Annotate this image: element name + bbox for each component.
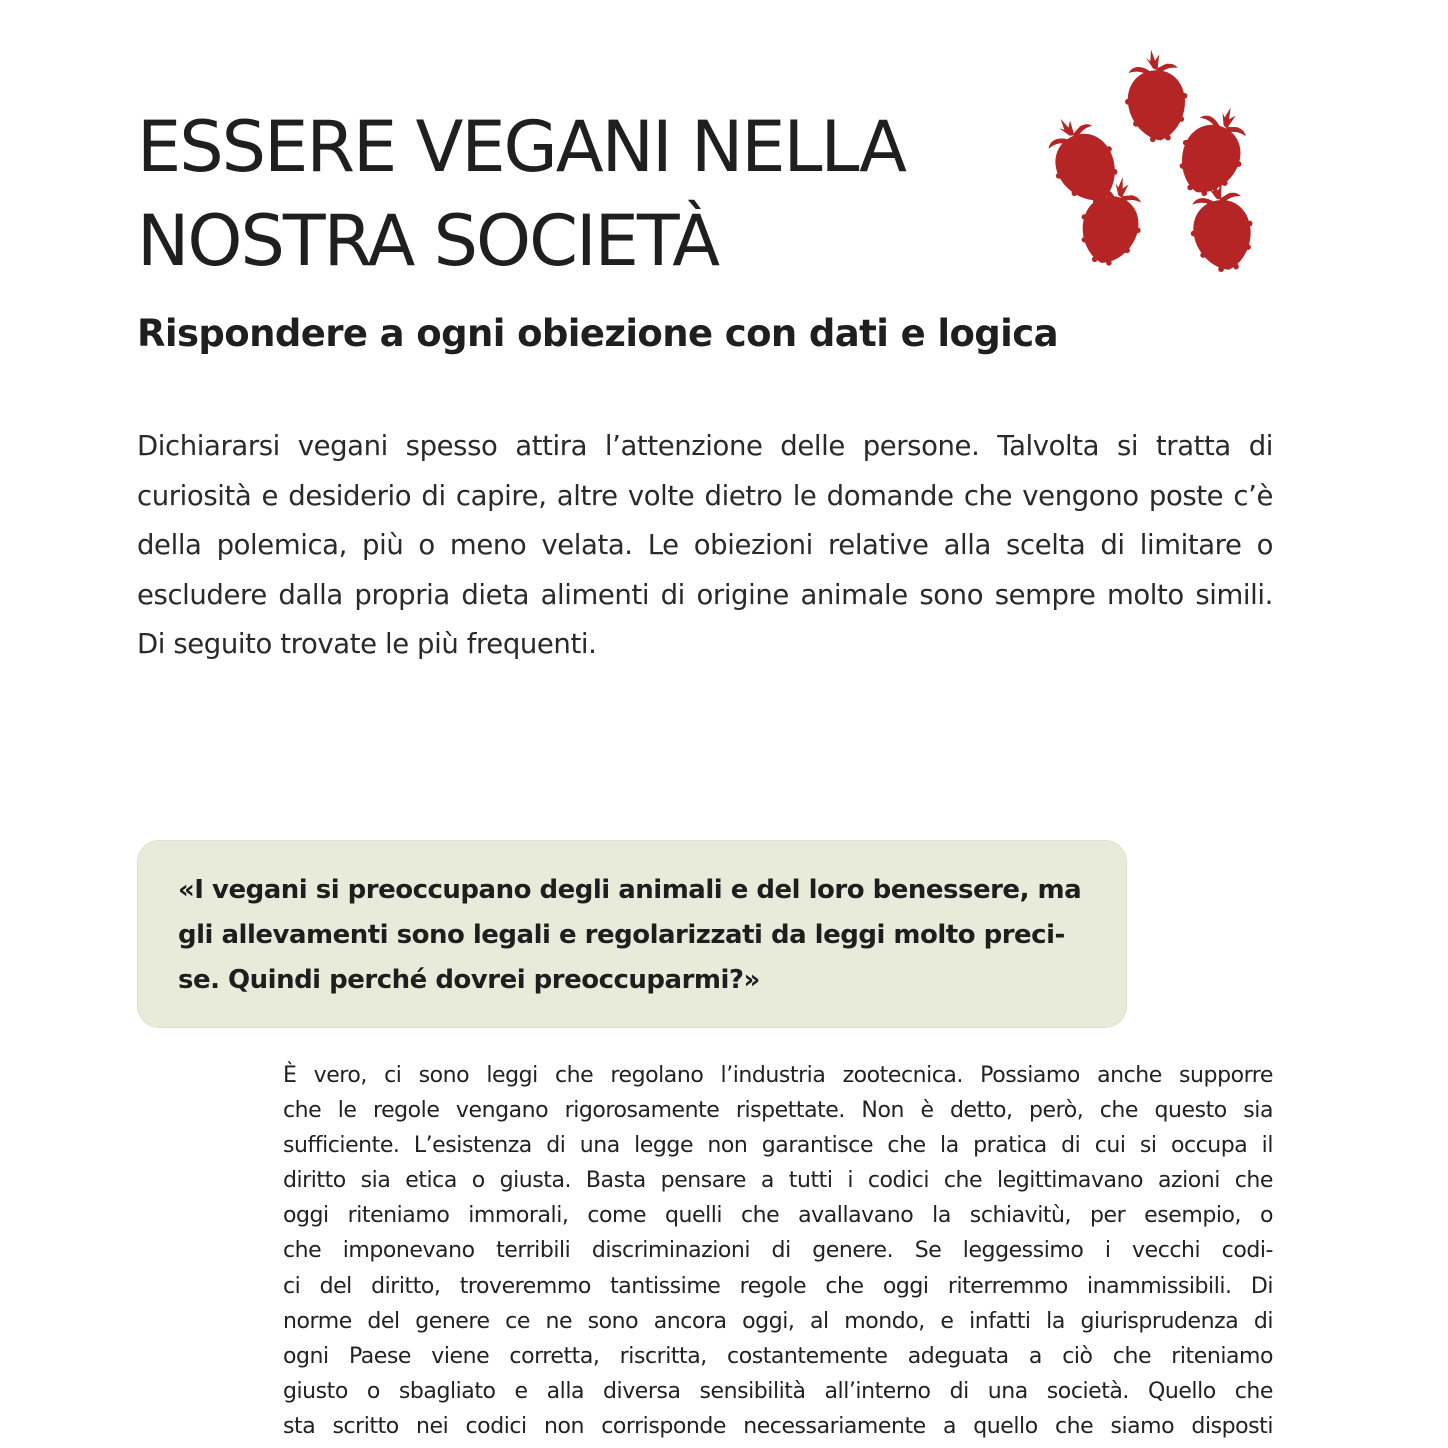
answer-line: giusto o sbagliato e alla diversa sensibilità all’interno di una società. Quello che [283,1378,1273,1404]
chapter-subtitle: Rispondere a ogni obiezione con dati e logica [137,312,1058,355]
objection-callout [137,840,1127,1028]
raspberry [1120,46,1192,144]
answer-line: che le regole vengano rigorosamente rispettate. Non è detto, però, che questo sia [283,1098,1273,1124]
answer-paragraph [283,1058,1273,1444]
chapter-title [137,100,997,288]
answer-line: ogni Paese viene corretta, riscritta, costantemente adeguata a ciò che riteniamo [283,1343,1273,1369]
quote-line: gli allevamenti sono legali e regolarizzati da leggi molto preci- [178,920,1065,950]
raspberries-icon [1030,36,1280,276]
answer-line: sta scritto nei codici non corrisponde necessariamente a quello che siamo disposti [283,1413,1273,1439]
quote-line: se. Quindi perché dovrei preoccuparmi?» [178,965,760,995]
answer-line: che imponevano terribili discriminazioni di genere. Se leggessimo i vecchi codi- [283,1238,1273,1264]
intro-paragraph: Dichiararsi vegani spesso attira l’attenzione delle persone. Talvolta si tratta di curiosità e desiderio di capire, altre volte dietro le domande che vengono poste c’è della polemica, più o meno velata. Le obiezioni relative alla scelta di limitare o escludere dalla propria dieta alimenti di origine animale sono sempre molto simili. Di seguito trovate le più frequenti. [137,430,1273,660]
answer-line: È vero, ci sono leggi che regolano l’industria zootecnica. Possiamo anche supporre [283,1063,1273,1088]
answer-line: ci del diritto, troveremmo tantissime regole che oggi riterremmo inammissibili. Di [283,1273,1273,1299]
answer-line: oggi riteniamo immorali, come quelli che avallavano la schiavitù, per esempio, o [283,1203,1273,1229]
answer-line: norme del genere ce ne sono ancora oggi, al mondo, e infatti la giurisprudenza di [283,1308,1273,1334]
quote-line: «I vegani si preoccupano degli animali e del loro benessere, ma [178,875,1082,905]
objection-quote [178,868,1088,1003]
chapter-title-line: ESSERE VEGANI NELLA [137,106,906,188]
answer-line: diritto sia etica o giusta. Basta pensare a tutti i codici che legittimavano azioni che [283,1168,1273,1194]
chapter-title-line: NOSTRA SOCIETÀ [137,200,719,282]
answer-line: sufficiente. L’esistenza di una legge non garantisce che la pratica di cui si occupa il [283,1133,1273,1159]
